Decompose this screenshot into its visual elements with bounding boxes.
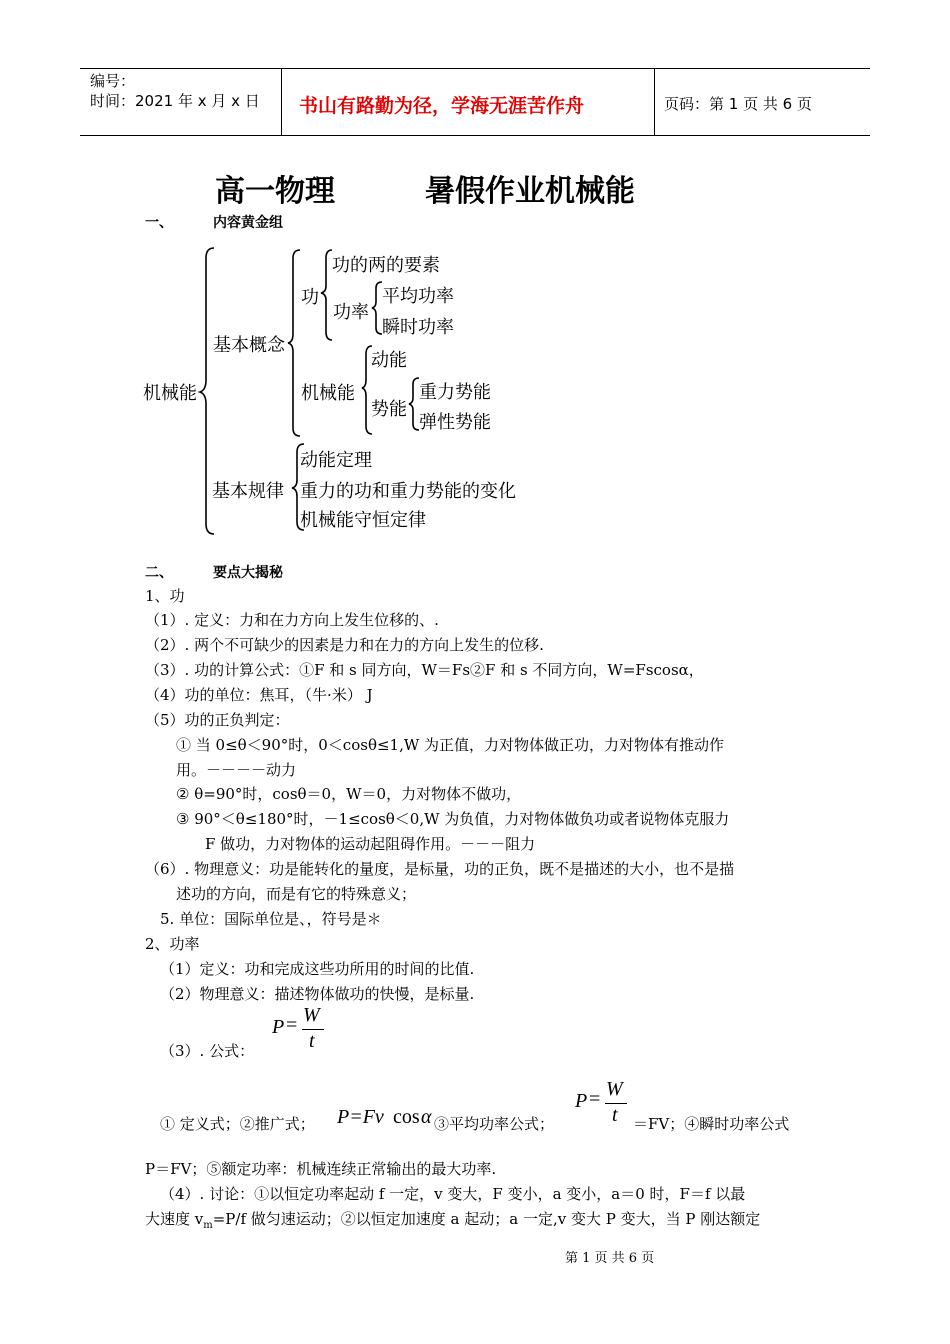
work-si-unit: 5. 单位：国际单位是、，符号是＊	[160, 910, 382, 928]
rated-power: P＝FV；⑤额定功率：机械连续正常输出的最大功率.	[145, 1160, 497, 1178]
tree-work: 功	[301, 287, 319, 308]
work-sign-case3: ③ 90°＜θ≤180°时，－1≤cosθ＜0,W 为负值，力对物体做负功或者说物体克服力	[176, 810, 730, 828]
tree-basic-laws: 基本规律	[212, 481, 284, 502]
header-page-label: 页码：第 1 页 共 6 页	[664, 95, 812, 113]
tree-law-gravity-work: 重力的功和重力势能的变化	[300, 481, 516, 502]
brace-power	[372, 282, 382, 334]
power-formulas-text-a: ① 定义式；②推广式；	[160, 1115, 315, 1133]
tree-kinetic: 动能	[371, 350, 407, 371]
header-number-label: 编号：	[90, 72, 136, 90]
brace-basic-concepts	[288, 250, 300, 436]
power-formulas-text-b: ③平均功率公式；	[434, 1115, 555, 1133]
formula-pfv: P=Fv	[337, 1106, 384, 1128]
power-formula-label: （3）. 公式：	[160, 1042, 255, 1060]
page-title-right: 暑假作业机械能	[425, 174, 635, 209]
tree-mech-energy: 机械能	[301, 383, 355, 404]
tree-law-conservation: 机械能守恒定律	[300, 510, 426, 531]
discussion-line2-sub: m	[203, 1220, 213, 1231]
work-sign-case1-cont: 用。－－－－动力	[176, 761, 297, 779]
tree-inst-power: 瞬时功率	[382, 317, 454, 338]
discussion-line2-b: =P/f 做匀速运动；②以恒定加速度 a 起动；a 一定,v 变大 P 变大，当 P 刚达额定	[212, 1210, 761, 1228]
power-meaning: （2）物理意义：描述物体做功的快慢，是标量.	[160, 985, 475, 1003]
work-factors: （2）. 两个不可缺少的因素是力和在力的方向上发生的位移.	[145, 636, 544, 654]
section2-title: 要点大揭秘	[213, 565, 283, 581]
brace-potential	[409, 378, 419, 430]
section1-title: 内容黄金组	[213, 215, 283, 231]
power-formulas-text-c: ＝FV；④瞬时功率公式	[633, 1115, 790, 1133]
tree-work-elements: 功的两的要素	[332, 255, 440, 276]
tree-law-kinetic-theorem: 动能定理	[300, 450, 372, 471]
work-sign-case2: ② θ=90°时，cosθ＝0，W＝0，力对物体不做功，	[176, 785, 522, 803]
work-meaning: （6）. 物理意义：功是能转化的量度，是标量，功的正负，既不是描述的大小，也不是描	[145, 860, 735, 878]
tree-root: 机械能	[143, 383, 197, 404]
discussion-line2-a: 大速度 v	[145, 1210, 204, 1228]
formula-p-1: P	[272, 1016, 285, 1038]
tree-potential: 势能	[371, 399, 407, 420]
formula-alpha: α	[421, 1106, 432, 1128]
formula-cos: cos	[393, 1106, 420, 1128]
formula-w-2: W	[606, 1078, 623, 1100]
tree-power: 功率	[333, 302, 369, 323]
work-formula: （3）. 功的计算公式：①F 和 s 同方向，W＝Fs②F 和 s 不同方向，W=Fscosα，	[145, 661, 704, 679]
tree-elastic-pe: 弹性势能	[419, 412, 491, 433]
work-sign-case3-cont: F 做功，力对物体的运动起阻碍作用。－－－阻力	[205, 835, 536, 853]
formula-t-1: t	[309, 1030, 315, 1052]
concept-tree-braces	[0, 0, 950, 560]
heading-work: 1、功	[145, 587, 185, 605]
formula-eq-2: =	[589, 1088, 601, 1110]
work-definition: （1）. 定义：力和在力方向上发生位移的、.	[145, 611, 439, 629]
power-definition: （1）定义：功和完成这些功所用的时间的比值.	[160, 960, 475, 978]
work-sign-case1: ① 当 0≤θ＜90°时，0＜cosθ≤1,W 为正值，力对物体做正功，力对物体有推动作	[176, 736, 725, 754]
discussion-line2	[145, 1208, 760, 1231]
tree-gravity-pe: 重力势能	[419, 382, 491, 403]
work-unit: （4）功的单位：焦耳，（牛·米） J	[145, 686, 373, 704]
page-title-left: 高一物理	[215, 174, 335, 209]
page-footer: 第 1 页 共 6 页	[565, 1251, 655, 1266]
section2-number: 二、	[145, 565, 173, 581]
work-sign-heading: （5）功的正负判定：	[145, 711, 290, 729]
work-meaning-cont: 述功的方向，而是有它的特殊意义；	[176, 885, 417, 903]
discussion-line1: （4）. 讨论：①以恒定功率起动 f 一定，v 变大，F 变小，a 变小，a＝0 时，F＝f 以最	[160, 1185, 746, 1203]
header-motto: 书山有路勤为径，学海无涯苦作舟	[299, 95, 585, 117]
header-time-label: 时间：2021 年 x 月 x 日	[90, 92, 260, 110]
section1-number: 一、	[145, 215, 173, 231]
tree-basic-concepts: 基本概念	[213, 335, 285, 356]
formula-w-1: W	[303, 1004, 320, 1026]
formula-p-2: P	[575, 1090, 588, 1112]
brace-work	[321, 250, 332, 340]
tree-avg-power: 平均功率	[382, 286, 454, 307]
formula-t-2: t	[612, 1104, 618, 1126]
formula-eq-1: =	[286, 1014, 298, 1036]
heading-power: 2、功率	[145, 935, 200, 953]
